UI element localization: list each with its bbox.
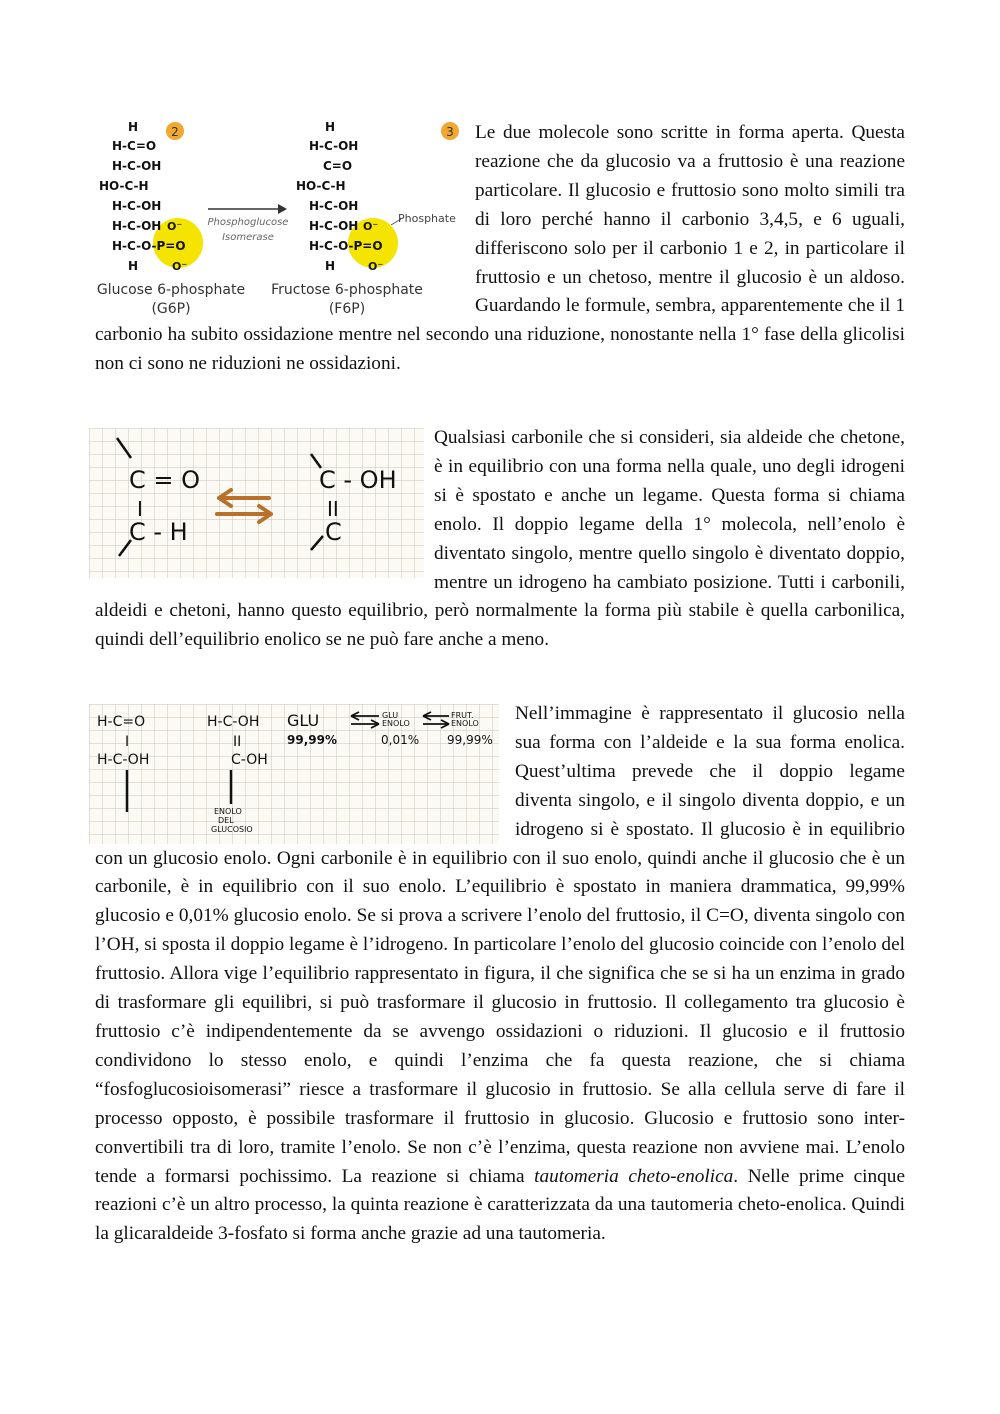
step-2-label: 2 xyxy=(171,125,179,139)
svg-text:O⁻: O⁻ xyxy=(368,260,384,273)
glucose-enol-sketch xyxy=(89,704,499,844)
svg-text:C = O: C = O xyxy=(129,466,201,494)
svg-text:H-C-OH: H-C-OH xyxy=(112,159,162,173)
italic-term: tautomeria cheto-enolica xyxy=(534,1165,734,1187)
svg-text:H-C-OH: H-C-OH xyxy=(309,219,359,233)
svg-text:H: H xyxy=(324,259,336,273)
svg-text:HO-C-H: HO-C-H xyxy=(296,179,346,193)
svg-text:H: H xyxy=(127,259,139,273)
svg-text:FRUT.: FRUT. xyxy=(451,711,474,720)
phosphate-label: Phosphate xyxy=(398,212,456,225)
svg-text:GLU: GLU xyxy=(287,711,320,730)
svg-text:O⁻: O⁻ xyxy=(363,220,379,233)
step-3-label: 3 xyxy=(446,125,454,139)
svg-text:O⁻: O⁻ xyxy=(167,220,183,233)
glucose-caption: Glucose 6-phosphate xyxy=(96,282,246,298)
svg-text:I: I xyxy=(137,497,143,521)
svg-text:ENOLO: ENOLO xyxy=(214,807,242,816)
section-keto-enol xyxy=(95,424,905,655)
svg-text:H-C=O: H-C=O xyxy=(112,139,157,153)
section-isomerization xyxy=(95,119,905,379)
enzyme-name-line2: Isomerase xyxy=(222,232,274,243)
svg-text:0,01%: 0,01% xyxy=(381,733,420,747)
enzyme-name-line1: Phosphoglucose xyxy=(207,217,289,228)
keto-enol-sketch xyxy=(89,428,424,578)
glucose-fructose-figure xyxy=(95,119,469,315)
svg-text:ENOLO: ENOLO xyxy=(451,719,479,728)
svg-text:C - H: C - H xyxy=(129,518,188,546)
svg-text:II: II xyxy=(233,734,242,750)
svg-text:ENOLO: ENOLO xyxy=(382,719,410,728)
svg-text:I: I xyxy=(125,734,130,750)
svg-text:H-C-OH: H-C-OH xyxy=(112,199,162,213)
glucose-abbr: (G6P) xyxy=(151,301,191,315)
fructose-caption: Fructose 6-phosphate xyxy=(271,282,423,298)
svg-text:H-C-OH: H-C-OH xyxy=(207,714,260,730)
svg-text:C-OH: C-OH xyxy=(231,752,268,768)
svg-text:GLUCOSIO: GLUCOSIO xyxy=(211,825,253,834)
svg-text:HO-C-H: HO-C-H xyxy=(99,179,149,193)
svg-text:H-C-O-P=O: H-C-O-P=O xyxy=(309,239,383,253)
glucose-6-phosphate-structure xyxy=(99,120,187,273)
fructose-6-phosphate-structure xyxy=(296,120,383,273)
glucose-enol-figure xyxy=(89,704,499,844)
paragraph-keto-enol: Qualsiasi carbonile che si consideri, sia aldeide che chetone, è in equilibrio con una forma nella quale, uno degli idrogeni si è spostato e anche un legame. Questa forma si chiama enolo. Il doppio legame della 1° molecola, nell’enolo è diventato singolo, mentre quello singolo è diventato doppio, mentre un idrogeno ha cambiato posizione. Tutti i carbonili, aldeidi e chetoni, hanno questo equilibrio, però normalmente la forma più stabile è quella carbonilica, quindi dell’equilibrio enolico se ne può fare anche a meno. xyxy=(95,427,905,651)
svg-text:C=O: C=O xyxy=(323,159,353,173)
svg-text:C - OH: C - OH xyxy=(319,466,397,494)
svg-text:H-C-OH: H-C-OH xyxy=(97,752,150,768)
svg-text:H: H xyxy=(324,120,336,134)
reaction-arrowhead xyxy=(278,204,287,214)
paragraph-glucose-enol: Nell’immagine è rappresentato il glucosio nella sua forma con l’aldeide e la sua forma enolica. Quest’ultima prevede che il doppio legame diventa singolo, e il singolo diventa doppio, e un idrogeno si è spostato. Il glucosio è in equilibrio con un glucosio enolo. Ogni carbonile è in equilibrio con il suo enolo, quindi anche il glucosio che è un carbonile, è in equilibrio con il suo enolo. L’equilibrio è spostato in maniera drammatica, 99,99% glucosio e 0,01% glucosio enolo. Se si prova a scrivere l’enolo del fruttosio, il C=O, diventa singolo con l’OH, si sposta il doppio legame è l’idrogeno. In particolare l’enolo del glucosio coincide con l’enolo del fruttosio. Allora vige l’equilibrio rappresentato in figura, il che significa che se si ha un enzima in grado di trasformare gli equilibri, si può trasformare il glucosio in fruttosio. Il collegamento tra glucosio è fruttosio c’è indipendentemente da se avvengo ossidazioni o riduzioni. Il glucosio e il fruttosio condividono lo stesso enolo, e quindi l’enzima che fa questa reazione, che si chiama “fosfoglucosioisomerasi” riesce a trasformare il glucosio in fruttosio. Se alla cellula serve di fare il processo opposto, è possibile trasformare il fruttosio in glucosio. Glucosio e fruttosio sono inter-convertibili tra di loro, tramite l’enolo. Se non c’è l’enzima, questa reazione non avviene mai. L’enolo tende a formarsi pochissimo. La reazione si chiama tautomeria cheto-enolica. Nelle prime cinque reazioni c’è un altro processo, la quinta reazione è caratterizzata da una tautomeria cheto-enolica. Quindi la glicaraldeide 3-fosfato si forma anche grazie ad una tautomeria. xyxy=(95,703,906,1245)
svg-text:GLU: GLU xyxy=(382,711,399,720)
svg-text:H-C-O-P=O: H-C-O-P=O xyxy=(112,239,186,253)
svg-text:II: II xyxy=(327,497,339,521)
svg-text:H: H xyxy=(127,120,139,134)
svg-text:99,99%: 99,99% xyxy=(287,733,337,747)
keto-enol-figure xyxy=(89,428,424,578)
svg-text:DEL: DEL xyxy=(218,816,234,825)
svg-text:C: C xyxy=(325,518,342,546)
isomerase-reaction-diagram xyxy=(95,119,469,315)
svg-text:H-C-OH: H-C-OH xyxy=(309,199,359,213)
svg-text:99,99%: 99,99% xyxy=(447,733,493,747)
paragraph-isomerization: Le due molecole sono scritte in forma aperta. Questa reazione che da glucosio va a fruttosio è una reazione particolare. Il glucosio e fruttosio sono molto simili tra di loro perché hanno il carbonio 3,4,5, e 6 uguali, differiscono solo per il carbonio 1 e 2, in particolare il fruttosio e un chetoso, mentre il glucosio è un aldoso. Guardando le formule, sembra, apparentemente che il 1 carbonio ha subito ossidazione mentre nel secondo una riduzione, nonostante nella 1° fase della glicolisi non ci sono ne riduzioni ne ossidazioni. xyxy=(95,122,905,375)
svg-text:H-C-OH: H-C-OH xyxy=(309,139,359,153)
svg-text:H-C-OH: H-C-OH xyxy=(112,219,162,233)
fructose-abbr: (F6P) xyxy=(328,301,366,315)
svg-text:H-C=O: H-C=O xyxy=(97,714,146,730)
section-glucose-enol xyxy=(95,700,905,1249)
svg-text:O⁻: O⁻ xyxy=(172,260,188,273)
